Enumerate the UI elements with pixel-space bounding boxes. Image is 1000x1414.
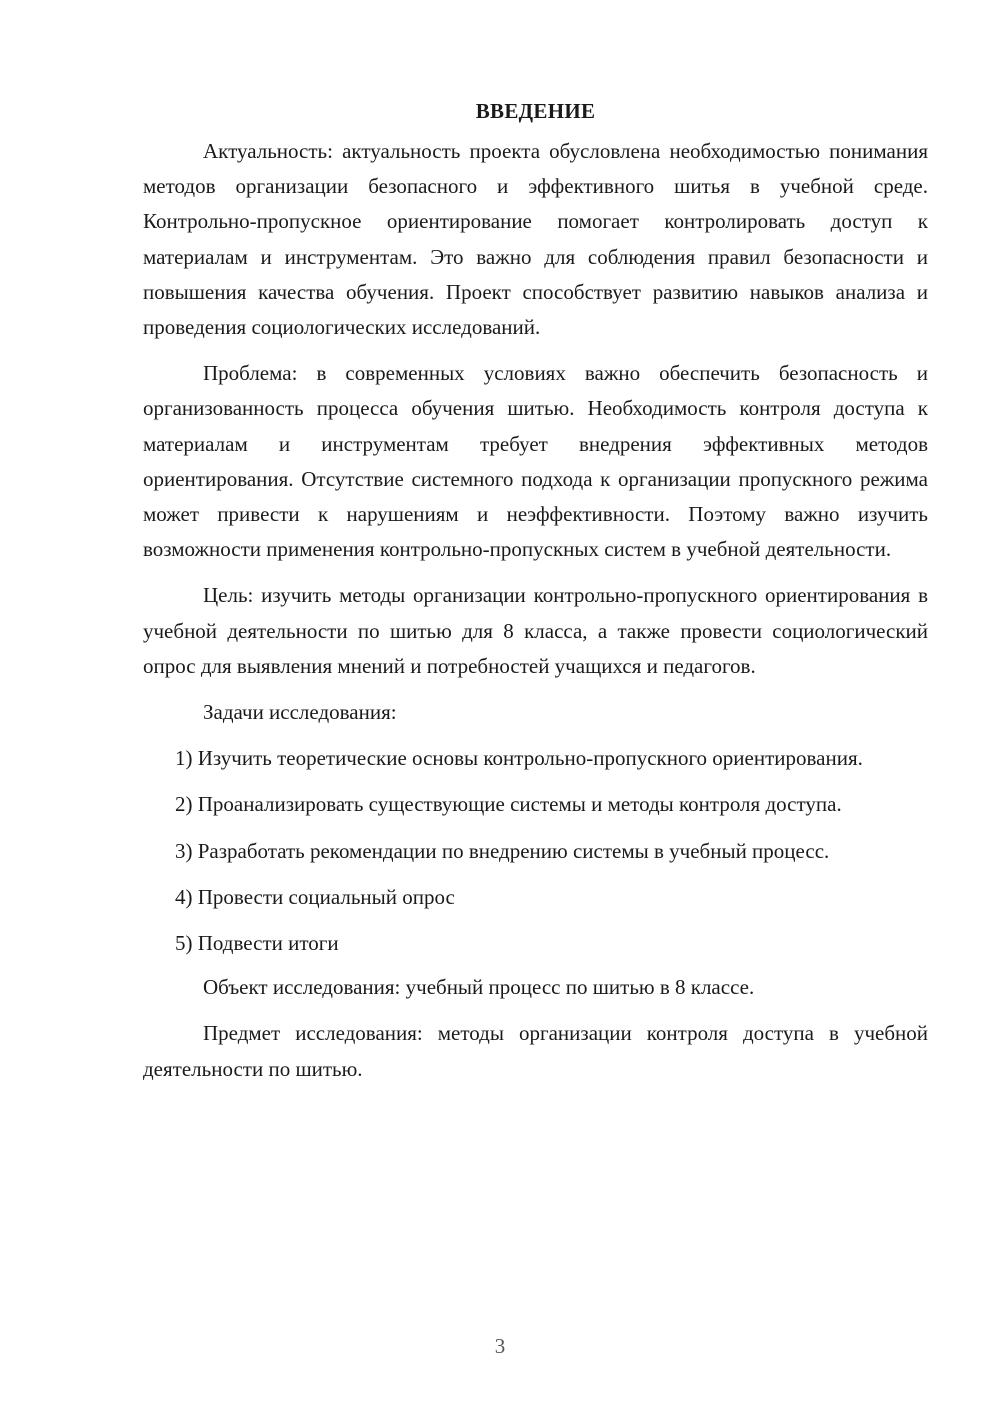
page-title: ВВЕДЕНИЕ — [475, 99, 596, 123]
document-page — [143, 96, 928, 1098]
task-item: 1) Изучить теоретические основы контрольно-пропускного ориентирования. — [175, 746, 863, 771]
task-item: 5) Подвести итоги — [175, 931, 339, 956]
task-item: 3) Разработать рекомендации по внедрению системы в учебный процесс. — [175, 838, 830, 863]
paragraph-object: Объект исследования: учебный процесс по шитью в 8 классе. — [203, 975, 755, 1000]
paragraph-relevance: Актуальность: актуальность проекта обусловлена необходимостью понимания методов организации безопасного и эффективного шитья в учебной среде. Контрольно-пропускное ориентирование помогает контролировать доступ к материалам и инструментам. Это важно для соблюдения правил безопасности и повышения качества обучения. Проект способствует развитию навыков анализа и проведения социологических исследований. — [143, 139, 928, 340]
paragraph-subject: Предмет исследования: методы организации контроля доступа в учебной деятельности по шитью. — [143, 1021, 928, 1081]
task-item: 2) Проанализировать существующие системы и методы контроля доступа. — [175, 792, 842, 817]
task-item: 4) Провести социальный опрос — [175, 884, 455, 909]
page-number: 3 — [494, 1334, 506, 1358]
paragraph-tasks-heading: Задачи исследования: — [203, 700, 397, 725]
paragraph-goal: Цель: изучить методы организации контрольно-пропускного ориентирования в учебной деятельности по шитью для 8 класса, а также провести социологический опрос для выявления мнений и потребностей учащихся и педагогов. — [143, 583, 928, 678]
paragraph-problem: Проблема: в современных условиях важно обеспечить безопасность и организованность процесса обучения шитью. Необходимость контроля доступа к материалам и инструментам требует внедрения эффективных методов ориентирования. Отсутствие системного подхода к организации пропускного режима может привести к нарушениям и неэффективности. Поэтому важно изучить возможности применения контрольно-пропускных систем в учебной деятельности. — [143, 361, 928, 562]
